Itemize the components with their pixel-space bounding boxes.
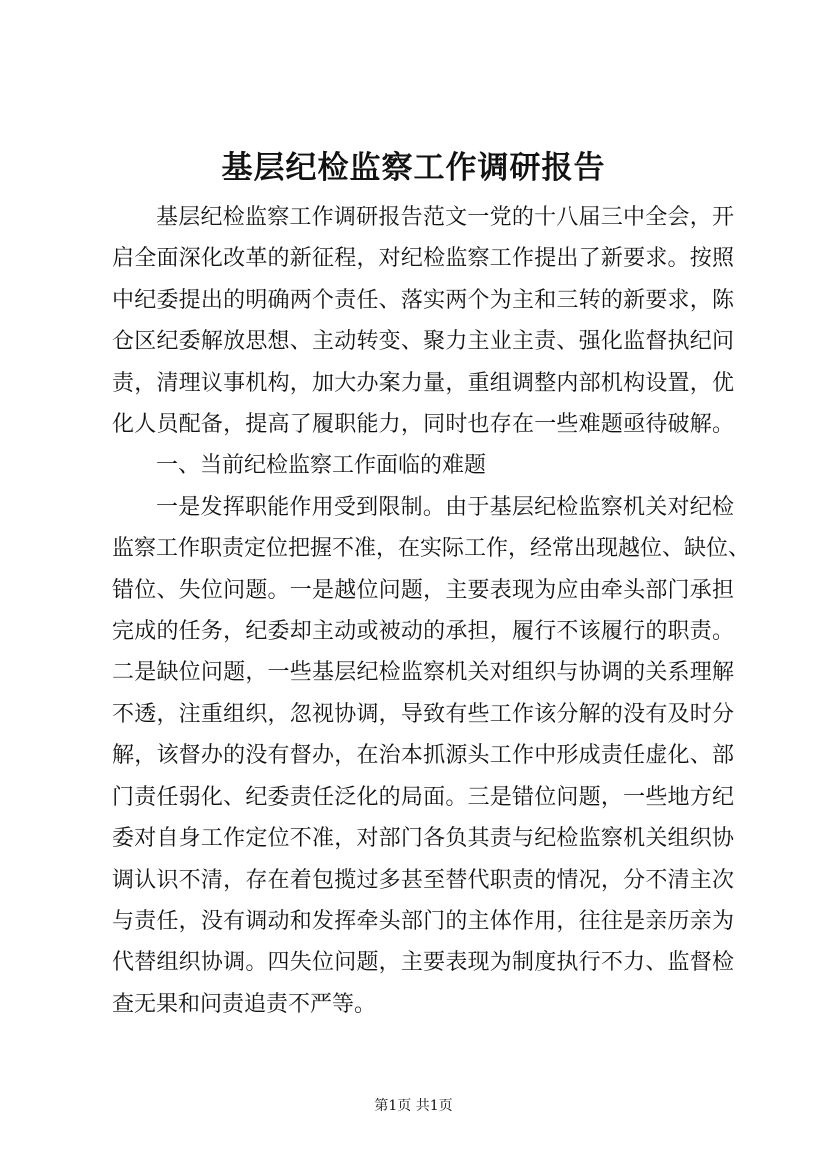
text-line: 错位、失位问题。一是越位问题，主要表现为应由牵头部门承担 — [112, 577, 734, 603]
document-body — [112, 197, 751, 1025]
text-line: 化人员配备，提高了履职能力，同时也存在一些难题亟待破解。 — [112, 412, 734, 438]
page-footer: 第1页 共1页 — [374, 1098, 453, 1114]
text-line: 中纪委提出的明确两个责任、落实两个为主和三转的新要求，陈 — [112, 287, 734, 313]
text-line: 不透，注重组织，忽视协调，导致有些工作该分解的没有及时分 — [112, 701, 734, 727]
text-line: 启全面深化改革的新征程，对纪检监察工作提出了新要求。按照 — [112, 246, 734, 272]
text-line: 调认识不清，存在着包揽过多甚至替代职责的情况，分不清主次 — [112, 867, 734, 893]
text-line: 委对自身工作定位不准，对部门各负其责与纪检监察机关组织协 — [112, 826, 734, 852]
text-line: 责，清理议事机构，加大办案力量，重组调整内部机构设置，优 — [112, 370, 734, 396]
text-line: 解，该督办的没有督办，在治本抓源头工作中形成责任虚化、部 — [112, 743, 734, 769]
text-line: 一是发挥职能作用受到限制。由于基层纪检监察机关对纪检 — [156, 494, 734, 520]
text-line: 与责任，没有调动和发挥牵头部门的主体作用，往往是亲历亲为 — [112, 908, 734, 934]
text-line: 基层纪检监察工作调研报告范文一党的十八届三中全会，开 — [156, 205, 734, 230]
text-line: 监察工作职责定位把握不准，在实际工作，经常出现越位、缺位、 — [112, 536, 751, 562]
text-line: 门责任弱化、纪委责任泛化的局面。三是错位问题，一些地方纪 — [112, 784, 734, 810]
paragraph-intro — [112, 197, 734, 445]
document-title: 基层纪检监察工作调研报告 — [221, 150, 606, 186]
paragraph-problems — [112, 487, 751, 1025]
text-line: 查无果和问责追责不严等。 — [112, 991, 377, 1017]
text-line: 二是缺位问题，一些基层纪检监察机关对组织与协调的关系理解 — [112, 660, 734, 686]
section-heading-text: 一、当前纪检监察工作面临的难题 — [156, 453, 487, 479]
text-line: 完成的任务，纪委却主动或被动的承担，履行不该履行的职责。 — [112, 619, 734, 645]
text-line: 代替组织协调。四失位问题，主要表现为制度执行不力、监督检 — [112, 950, 734, 976]
text-line: 仓区纪委解放思想、主动转变、聚力主业主责、强化监督执纪问 — [112, 329, 734, 355]
section-heading — [112, 445, 734, 486]
